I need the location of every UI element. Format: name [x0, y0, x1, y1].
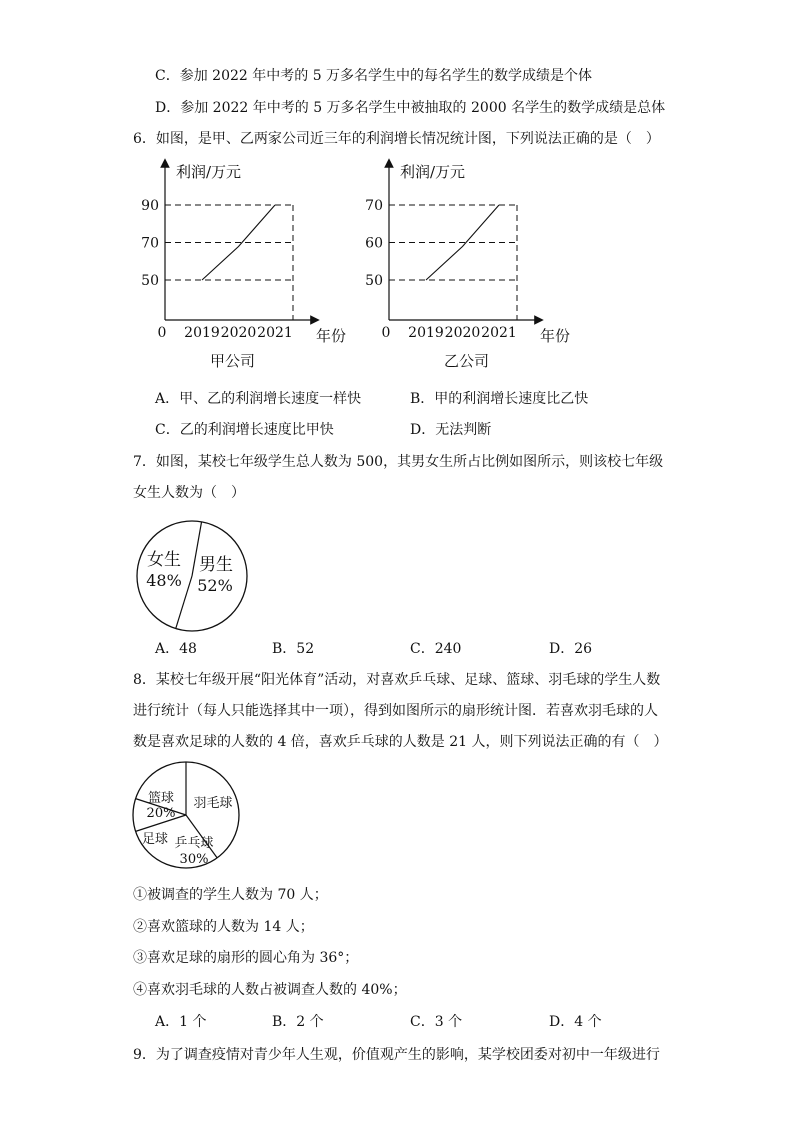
pie-sports-pct-pingpong: 30%	[179, 852, 209, 867]
pie-gender-label-female: 女生	[147, 550, 181, 570]
q7-option-c: C．240	[410, 641, 462, 657]
y-tick-label: 50	[365, 273, 383, 289]
yi-ylabel: 利润/万元	[400, 163, 466, 181]
q5-option-d: D．参加 2022 年中考的 5 万多名学生中被抽取的 2000 名学生的数学成绩是总体	[155, 100, 666, 116]
pie-sports	[130, 759, 242, 871]
q8-stem-2: 进行统计（每人只能选择其中一项），得到如图所示的扇形统计图．若喜欢羽毛球的人	[133, 703, 658, 719]
pie-gender-pct-male: 52%	[197, 576, 233, 595]
q6-option-a: A．甲、乙的利润增长速度一样快	[155, 391, 362, 407]
x-tick-label: 2019	[408, 325, 444, 341]
jia-title: 甲公司	[210, 352, 256, 370]
jia-origin: 0	[157, 325, 167, 341]
q8-option-d: D．4 个	[549, 1014, 602, 1030]
q8-statement-4: ④喜欢羽毛球的人数占被调查人数的 40%；	[133, 982, 407, 998]
q7-option-a: A．48	[155, 641, 197, 657]
x-tick-label: 2019	[184, 325, 220, 341]
y-tick-label: 50	[141, 273, 159, 289]
q7-option-b: B．52	[272, 641, 315, 657]
pie-sports-label-pingpong: 乒乓球	[174, 836, 214, 851]
yi-title: 乙公司	[444, 352, 490, 370]
q5-option-c: C．参加 2022 年中考的 5 万多名学生中的每名学生的数学成绩是个体	[155, 68, 593, 84]
pie-sports-label-badminton: 羽毛球	[193, 796, 233, 811]
q6-option-d: D．无法判断	[410, 422, 492, 438]
q8-stem-3: 数是喜欢足球的人数的 4 倍，喜欢乒乓球的人数是 21 人，则下列说法正确的有（ ）	[133, 734, 668, 750]
q6-stem: 6．如图，是甲、乙两家公司近三年的利润增长情况统计图，下列说法正确的是（ ）	[133, 131, 660, 147]
x-tick-label: 2021	[481, 325, 517, 341]
y-tick-label: 90	[141, 198, 159, 214]
pie-gender-label-male: 男生	[199, 555, 233, 575]
pie-sports-pct-basketball: 20%	[146, 806, 176, 821]
pie-gender	[134, 518, 250, 634]
x-tick-label: 2020	[220, 325, 257, 341]
q7-stem-1: 7．如图，某校七年级学生总人数为 500，其男女生所占比例如图所示，则该校七年级	[133, 454, 664, 470]
y-tick-label: 60	[365, 235, 383, 252]
q6-option-b: B．甲的利润增长速度比乙快	[410, 391, 589, 407]
y-tick-label: 70	[141, 235, 159, 252]
q8-statement-2: ②喜欢篮球的人数为 14 人；	[133, 919, 314, 935]
q7-option-d: D．26	[549, 641, 593, 657]
jia-ylabel: 利润/万元	[176, 163, 242, 181]
chart-jia	[140, 155, 360, 375]
q8-statement-3: ③喜欢足球的扇形的圆心角为 36°；	[133, 950, 359, 966]
q8-option-b: B．2 个	[272, 1014, 324, 1030]
q8-option-c: C．3 个	[410, 1014, 463, 1030]
q8-option-a: A．1 个	[155, 1014, 207, 1030]
q7-stem-2: 女生人数为（ ）	[133, 485, 245, 501]
x-tick-label: 2021	[257, 325, 293, 341]
yi-origin: 0	[381, 325, 391, 341]
pie-gender-pct-female: 48%	[146, 571, 182, 590]
q6-option-c: C．乙的利润增长速度比甲快	[155, 422, 334, 438]
q8-statement-1: ①被调查的学生人数为 70 人；	[133, 887, 328, 903]
q8-stem-1: 8．某校七年级开展“阳光体育”活动，对喜欢乒乓球、足球、篮球、羽毛球的学生人数	[133, 672, 661, 688]
pie-sports-label-football: 足球	[141, 832, 169, 847]
jia-xlabel: 年份	[316, 327, 347, 345]
yi-xlabel: 年份	[540, 327, 571, 345]
y-tick-label: 70	[365, 198, 383, 214]
chart-yi	[364, 155, 584, 375]
q9-stem-1: 9．为了调查疫情对青少年人生观，价值观产生的影响，某学校团委对初中一年级进行	[133, 1047, 660, 1063]
x-tick-label: 2020	[444, 325, 481, 341]
pie-sports-label-basketball: 篮球	[147, 791, 175, 806]
